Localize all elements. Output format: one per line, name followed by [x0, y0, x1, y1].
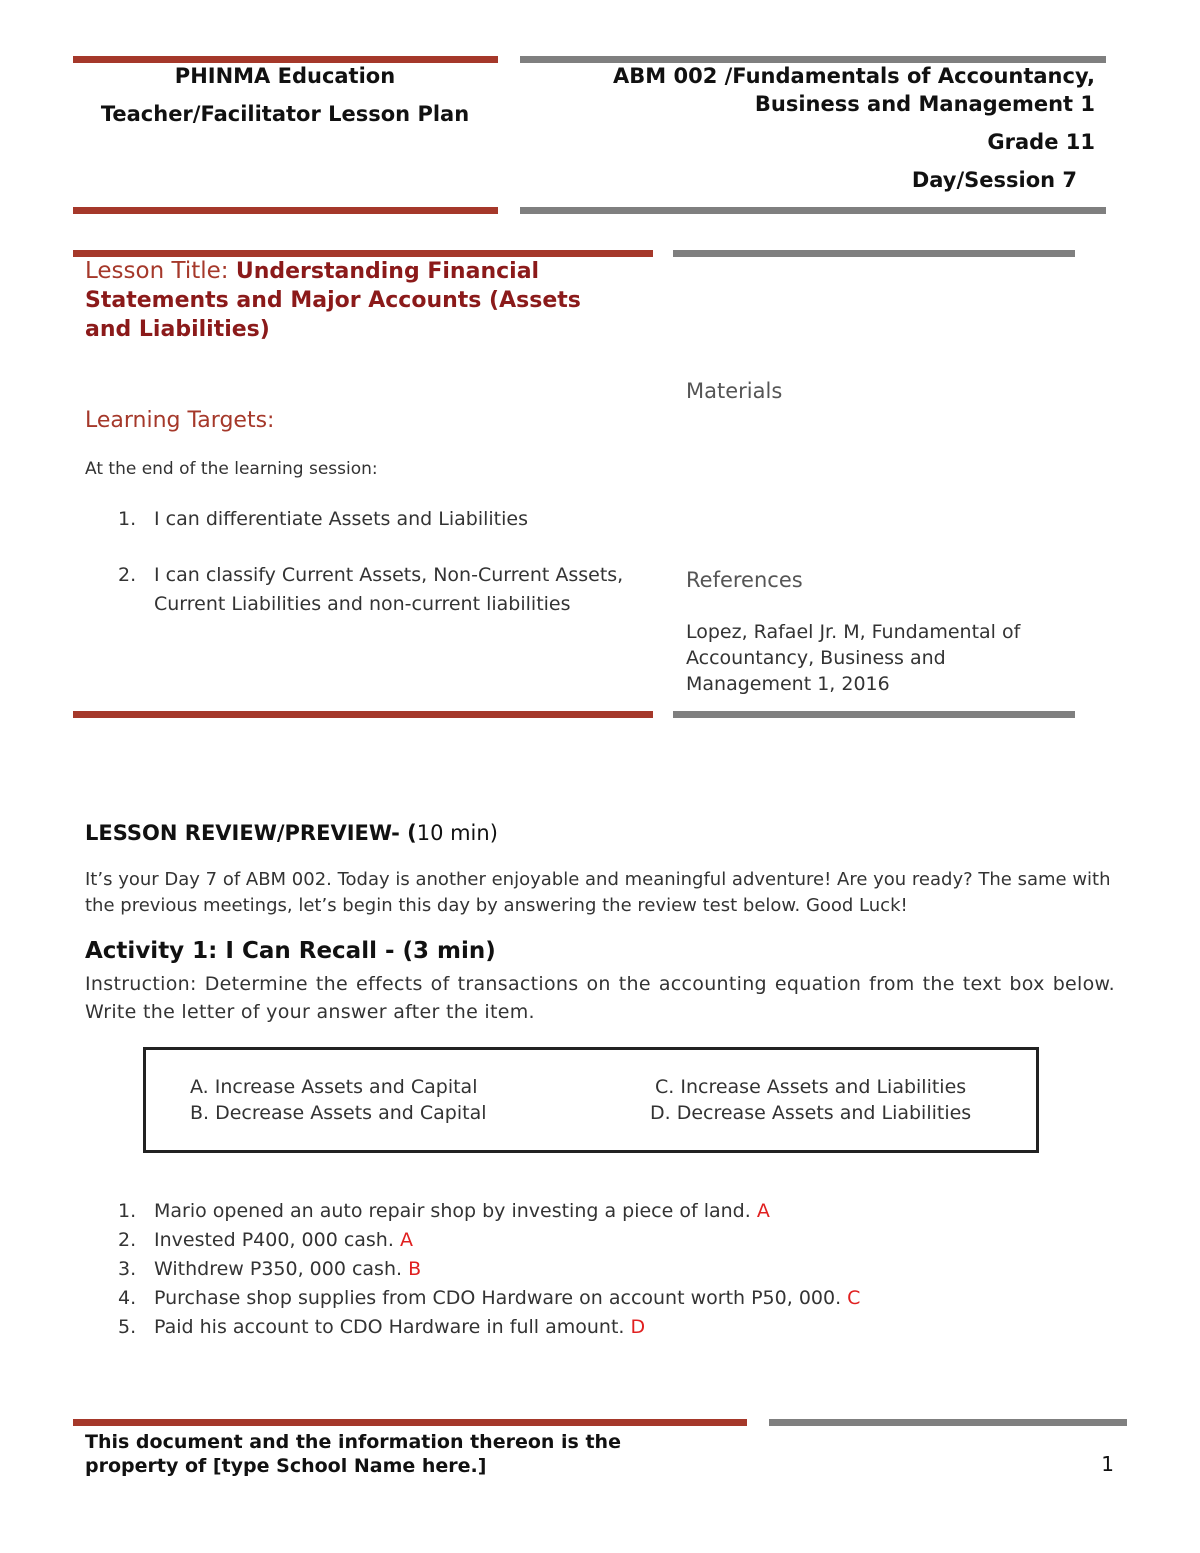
header-right-block — [530, 62, 1095, 194]
header-left-block — [100, 62, 470, 128]
list-item — [118, 1313, 1098, 1342]
item-text: Withdrew P350, 000 cash. — [154, 1258, 409, 1280]
choice-d: D. Decrease Assets and Liabilities — [650, 1102, 972, 1124]
target-number: 2. — [118, 564, 137, 586]
reference-text: Lopez, Rafael Jr. M, Fundamental of Accountancy, Business and Management 1, 2016 — [686, 621, 1021, 695]
item-answer: B — [408, 1258, 422, 1280]
item-answer: C — [847, 1287, 861, 1309]
target-text: I can classify Current Assets, Non-Current Assets, Current Liabilities and non-current liabilities — [154, 564, 624, 615]
list-item — [118, 1284, 1098, 1313]
side-bottom-rule — [673, 711, 1075, 718]
org-name: PHINMA Education — [174, 64, 396, 88]
page-number: 1 — [1101, 1452, 1114, 1476]
grade-label: Grade 11 — [987, 130, 1095, 154]
target-text: I can differentiate Assets and Liabilities — [154, 508, 528, 530]
footer-rule-left — [73, 1419, 747, 1426]
activity-heading: Activity 1: I Can Recall - (3 min) — [85, 938, 496, 964]
list-item — [118, 1197, 1098, 1226]
choice-b: B. Decrease Assets and Capital — [190, 1102, 487, 1124]
activity-items-list — [118, 1197, 1098, 1342]
activity-instruction: Instruction: Determine the effects of transactions on the accounting equation from the text box below. Write the letter of your answer after the item. — [85, 973, 1115, 1023]
footer-rule-right — [769, 1419, 1127, 1426]
review-heading-time: 10 min) — [416, 821, 498, 845]
choice-c: C. Increase Assets and Liabilities — [655, 1076, 967, 1098]
item-number: 3. — [118, 1258, 137, 1280]
lesson-title-text: Understanding Financial Statements and Major Accounts (Assets and Liabilities) — [85, 259, 581, 342]
item-text: Purchase shop supplies from CDO Hardware on account worth P50, 000. — [154, 1287, 848, 1309]
footer-notice: This document and the information thereon is the property of [type School Name here.] — [85, 1431, 621, 1477]
lesson-title-label: Lesson Title: — [85, 258, 236, 284]
materials-heading: Materials — [686, 379, 783, 403]
learning-targets-heading: Learning Targets: — [85, 408, 275, 433]
target-item — [118, 561, 628, 619]
lesson-title — [85, 257, 630, 344]
item-number: 1. — [118, 1200, 137, 1222]
choice-a: A. Increase Assets and Capital — [190, 1076, 478, 1098]
target-item — [118, 505, 628, 534]
review-paragraph: It’s your Day 7 of ABM 002. Today is another enjoyable and meaningful adventure! Are you ready? The same with the previous meetings, let’s begin this day by answering the review test below. Good Luck! — [85, 869, 1111, 916]
item-text: Mario opened an auto repair shop by investing a piece of land. — [154, 1200, 757, 1222]
header-bottom-rule-right — [520, 207, 1106, 214]
item-number: 4. — [118, 1287, 137, 1309]
session-label: Day/Session 7 — [911, 168, 1077, 192]
references-heading: References — [686, 568, 803, 592]
review-heading-bold: LESSON REVIEW/PREVIEW- ( — [85, 821, 417, 845]
item-answer: A — [756, 1200, 770, 1222]
item-text: Paid his account to CDO Hardware in full amount. — [154, 1316, 631, 1338]
header-bottom-rule-left — [73, 207, 498, 214]
item-number: 5. — [118, 1316, 137, 1338]
list-item — [118, 1255, 1098, 1284]
doc-type: Teacher/Facilitator Lesson Plan — [100, 102, 470, 126]
item-answer: A — [399, 1229, 413, 1251]
lesson-top-rule — [73, 250, 653, 257]
targets-intro: At the end of the learning session: — [85, 459, 378, 479]
list-item — [118, 1226, 1098, 1255]
item-number: 2. — [118, 1229, 137, 1251]
review-heading — [85, 821, 498, 845]
course-title-line1: ABM 002 /Fundamentals of Accountancy, — [613, 64, 1095, 88]
course-title-line2: Business and Management 1 — [754, 92, 1095, 116]
item-text: Invested P400, 000 cash. — [154, 1229, 400, 1251]
lesson-bottom-rule — [73, 711, 653, 718]
target-number: 1. — [118, 508, 137, 530]
choices-box — [143, 1047, 1039, 1153]
side-top-rule — [673, 250, 1075, 257]
item-answer: D — [630, 1316, 646, 1338]
